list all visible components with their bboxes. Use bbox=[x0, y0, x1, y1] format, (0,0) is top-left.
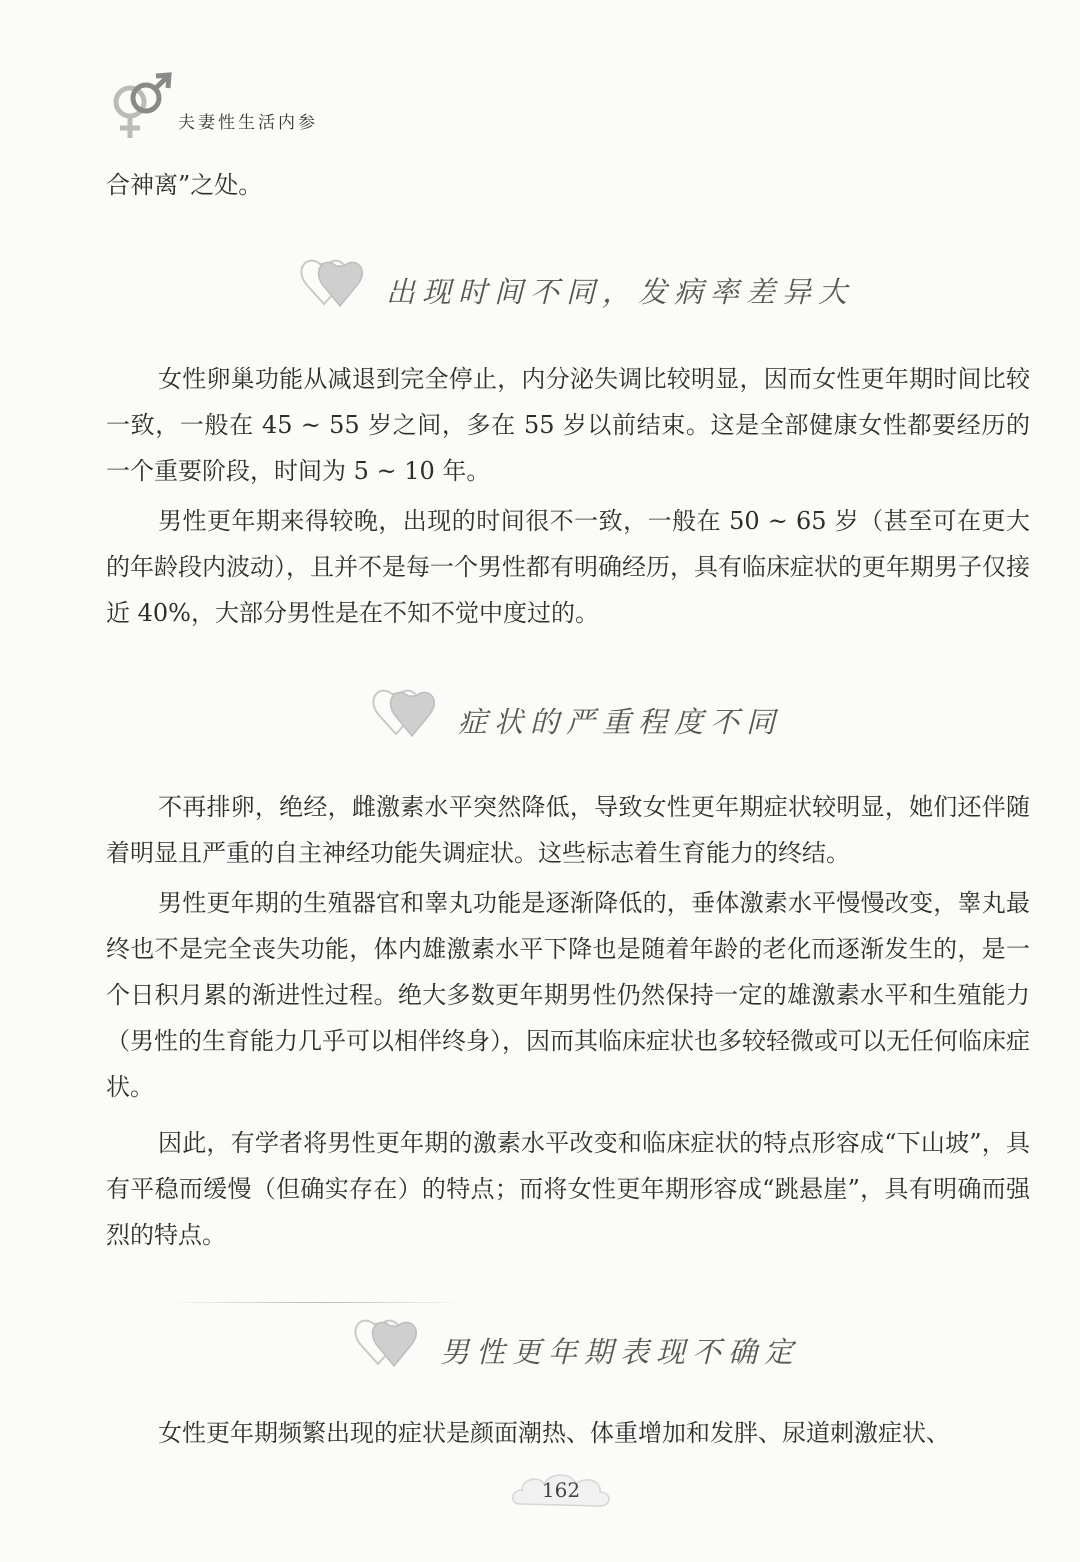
paragraph: 因此，有学者将男性更年期的激素水平改变和临床症状的特点形容成“下山坡”，具有平稳而缓慢（但确实存在）的特点；而将女性更年期形容成“跳悬崖”，具有明确而强烈的特点。 bbox=[106, 1129, 1030, 1249]
running-header bbox=[100, 72, 500, 152]
intro-fragment: 合神离”之处。 bbox=[106, 171, 263, 199]
gender-symbols-icon bbox=[100, 72, 180, 150]
section-title: 症状的严重程度不同 bbox=[458, 705, 783, 739]
paragraph: 男性更年期来得较晚，出现的时间很不一致，一般在 50 ~ 65 岁（甚至可在更大的年龄段内波动），且并不是每一个男性都有明确经历，具有临床症状的更年期男子仅接近 40%，大部分男性是在不知不觉中度过的。 bbox=[106, 507, 1030, 627]
heart-icon bbox=[370, 682, 454, 752]
paragraph: 不再排卵，绝经，雌激素水平突然降低，导致女性更年期症状较明显，她们还伴随着明显且严重的自主神经功能失调症状。这些标志着生育能力的终结。 bbox=[106, 793, 1030, 867]
paragraph: 女性更年期频繁出现的症状是颜面潮热、体重增加和发胖、尿道刺激症状、 bbox=[158, 1419, 950, 1447]
heart-icon bbox=[298, 252, 382, 322]
paragraph: 男性更年期的生殖器官和睾丸功能是逐渐降低的，垂体激素水平慢慢改变，睾丸最终也不是完全丧失功能，体内雄激素水平下降也是随着年龄的老化而逐渐发生的，是一个日积月累的渐进性过程。绝大多数更年期男性仍然保持一定的雄激素水平和生殖能力（男性的生育能力几乎可以相伴终身），因而其临床症状也多较轻微或可以无任何临床症状。 bbox=[106, 889, 1030, 1101]
header-title: 夫妻性生活内参 bbox=[178, 113, 318, 133]
paragraph: 女性卵巢功能从减退到完全停止，内分泌失调比较明显，因而女性更年期时间比较一致，一般在 45 ~ 55 岁之间，多在 55 岁以前结束。这是全部健康女性都要经历的一个重要阶段，时间为 5 ~ 10 年。 bbox=[106, 365, 1030, 485]
page-number-badge bbox=[506, 1468, 616, 1516]
divider bbox=[168, 1302, 468, 1303]
section-title: 男性更年期表现不确定 bbox=[440, 1335, 801, 1369]
heart-icon bbox=[352, 1312, 436, 1382]
page-number: 162 bbox=[541, 1478, 581, 1502]
section-title: 出现时间不同，发病率差异大 bbox=[386, 275, 855, 309]
